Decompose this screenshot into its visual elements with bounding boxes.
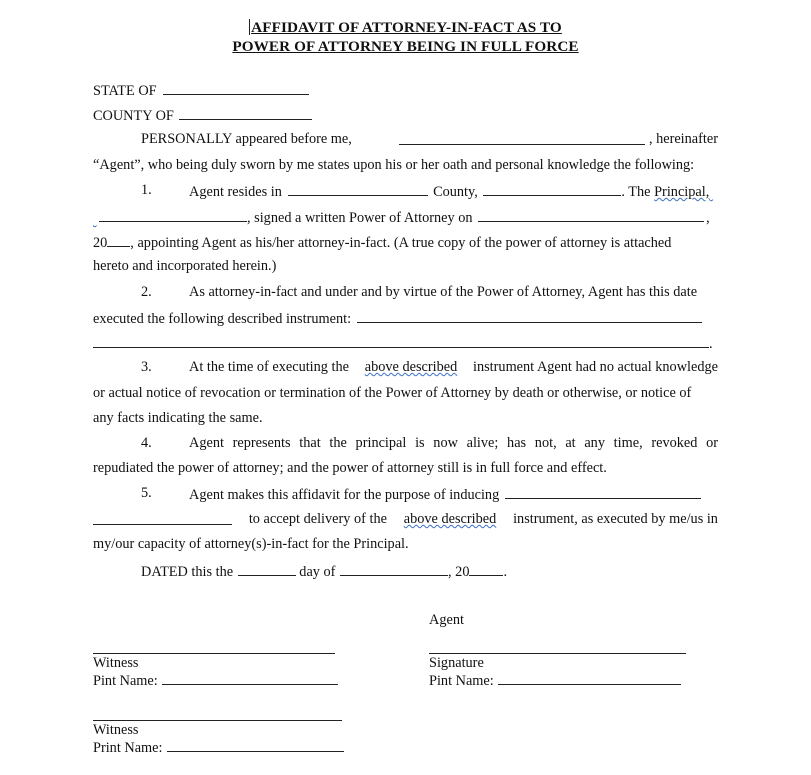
title-line-1-text: AFFIDAVIT OF ATTORNEY-IN-FACT AS TO [251,19,562,36]
witness2-label: Witness [93,722,139,738]
state-blank[interactable] [163,81,309,95]
item4-number: 4. [141,435,152,451]
item3-line-3: any facts indicating the same. [93,410,263,426]
witness2-name-label: Print Name: [93,740,163,756]
document-title-line-2: POWER OF ATTORNEY BEING IN FULL FORCE [232,38,579,55]
item5-line-1 [189,485,701,504]
item1-line-1 [189,182,717,201]
intro-line-1 [141,131,718,148]
dated-this-text: DATED this the [141,564,234,580]
county-line [93,106,312,125]
witness2-name-line [93,738,344,757]
state-line [93,81,309,100]
the-text: . The [621,184,651,200]
state-label: STATE OF [93,83,157,99]
item5-number: 5. [141,485,152,501]
comma: , [706,210,710,226]
inducing-text: Agent makes this affidavit for the purpose of inducing [189,487,500,503]
appeared-name-blank[interactable] [399,131,645,145]
text-cursor [249,19,250,35]
appointing-text: , appointing Agent as his/her attorney-in-fact. (A true copy of the power of attorney is attached [130,235,672,251]
signed-text: , signed a written Power of Attorney on [247,210,473,226]
item5-line-3: my/our capacity of attorney(s)-in-fact for the Principal. [93,536,409,552]
year-prefix: 20 [93,235,108,251]
to-accept-text: to accept delivery of the [248,511,387,527]
item4-line-2: repudiated the power of attorney; and the power of attorney still is in full force and effect. [93,460,607,476]
period: . [709,336,713,352]
item2-line-2 [93,309,702,328]
witness1-name-blank[interactable] [162,671,338,685]
witness1-name-label: Pint Name: [93,673,158,689]
item2-line-1: As attorney-in-fact and under and by virtue of the Power of Attorney, Agent has this date [189,284,698,300]
item5-line-2 [93,511,718,528]
dated-period: . [503,564,508,580]
county-label: COUNTY OF [93,108,174,124]
personally-appeared-text: PERSONALLY appeared before me, [141,131,352,147]
item3-number: 3. [141,359,152,375]
document-title-line-1 [0,19,811,37]
resides-text: Agent resides in [189,184,282,200]
witness1-label: Witness [93,655,139,671]
agent-signature-line[interactable] [429,653,686,654]
residence-blank[interactable] [288,182,428,196]
agent-name-line [429,671,681,690]
principal-squiggle [709,184,717,201]
witness2-signature-line[interactable] [93,720,342,721]
item4-line-1: Agent represents that the principal is now alive; has not, at any time, revoked or [189,435,718,451]
hereinafter-text: , hereinafter [648,131,718,147]
instrument-blank-2[interactable] [93,334,709,348]
executed-text: executed the following described instrument: [93,311,352,327]
day-blank[interactable] [238,562,296,576]
year-blank[interactable] [107,233,130,247]
county-word: County, [433,184,478,200]
agent-name-blank[interactable] [498,671,681,685]
item3-line-2: or actual notice of revocation or termination of the Power of Attorney by death or otherwise, or notice of [93,385,692,401]
party-blank[interactable] [93,511,232,525]
item2-line-3 [93,334,713,353]
witness2-name-blank[interactable] [167,738,344,752]
agent-heading: Agent [429,612,464,628]
witness1-name-line [93,671,338,690]
item3-rest-text: instrument Agent had no actual knowledge [473,359,718,375]
item2-number: 2. [141,284,152,300]
agent-name-label: Pint Name: [429,673,494,689]
dated-line [141,562,507,581]
item1-line-2 [93,208,710,227]
instrument-blank-1[interactable] [357,309,702,323]
principal-name-blank[interactable] [99,208,247,222]
intro-line-2: “Agent”, who being duly sworn by me states upon his or her oath and personal knowledge the following: [93,157,695,173]
item1-line-3 [93,233,671,252]
county-blank[interactable] [179,106,312,120]
poa-date-blank[interactable] [478,208,704,222]
above-described-text-2: above described [403,511,497,527]
month-blank[interactable] [340,562,448,576]
above-described-text: above described [364,359,458,375]
inducing-blank[interactable] [505,485,701,499]
item5-rest-text: instrument, as executed by me/us in [513,511,718,527]
witness1-signature-line[interactable] [93,653,335,654]
county-name-blank[interactable] [483,182,621,196]
dated-year-blank[interactable] [469,562,503,576]
item1-number: 1. [141,182,152,198]
at-time-text: At the time of executing the [189,359,349,375]
day-of-text: day of [299,564,336,580]
item1-line-4: hereto and incorporated herein.) [93,258,277,274]
principal-text: Principal, [654,184,710,200]
signature-label: Signature [429,655,484,671]
dated-year-prefix: , 20 [448,564,470,580]
item3-line-1 [189,359,718,376]
